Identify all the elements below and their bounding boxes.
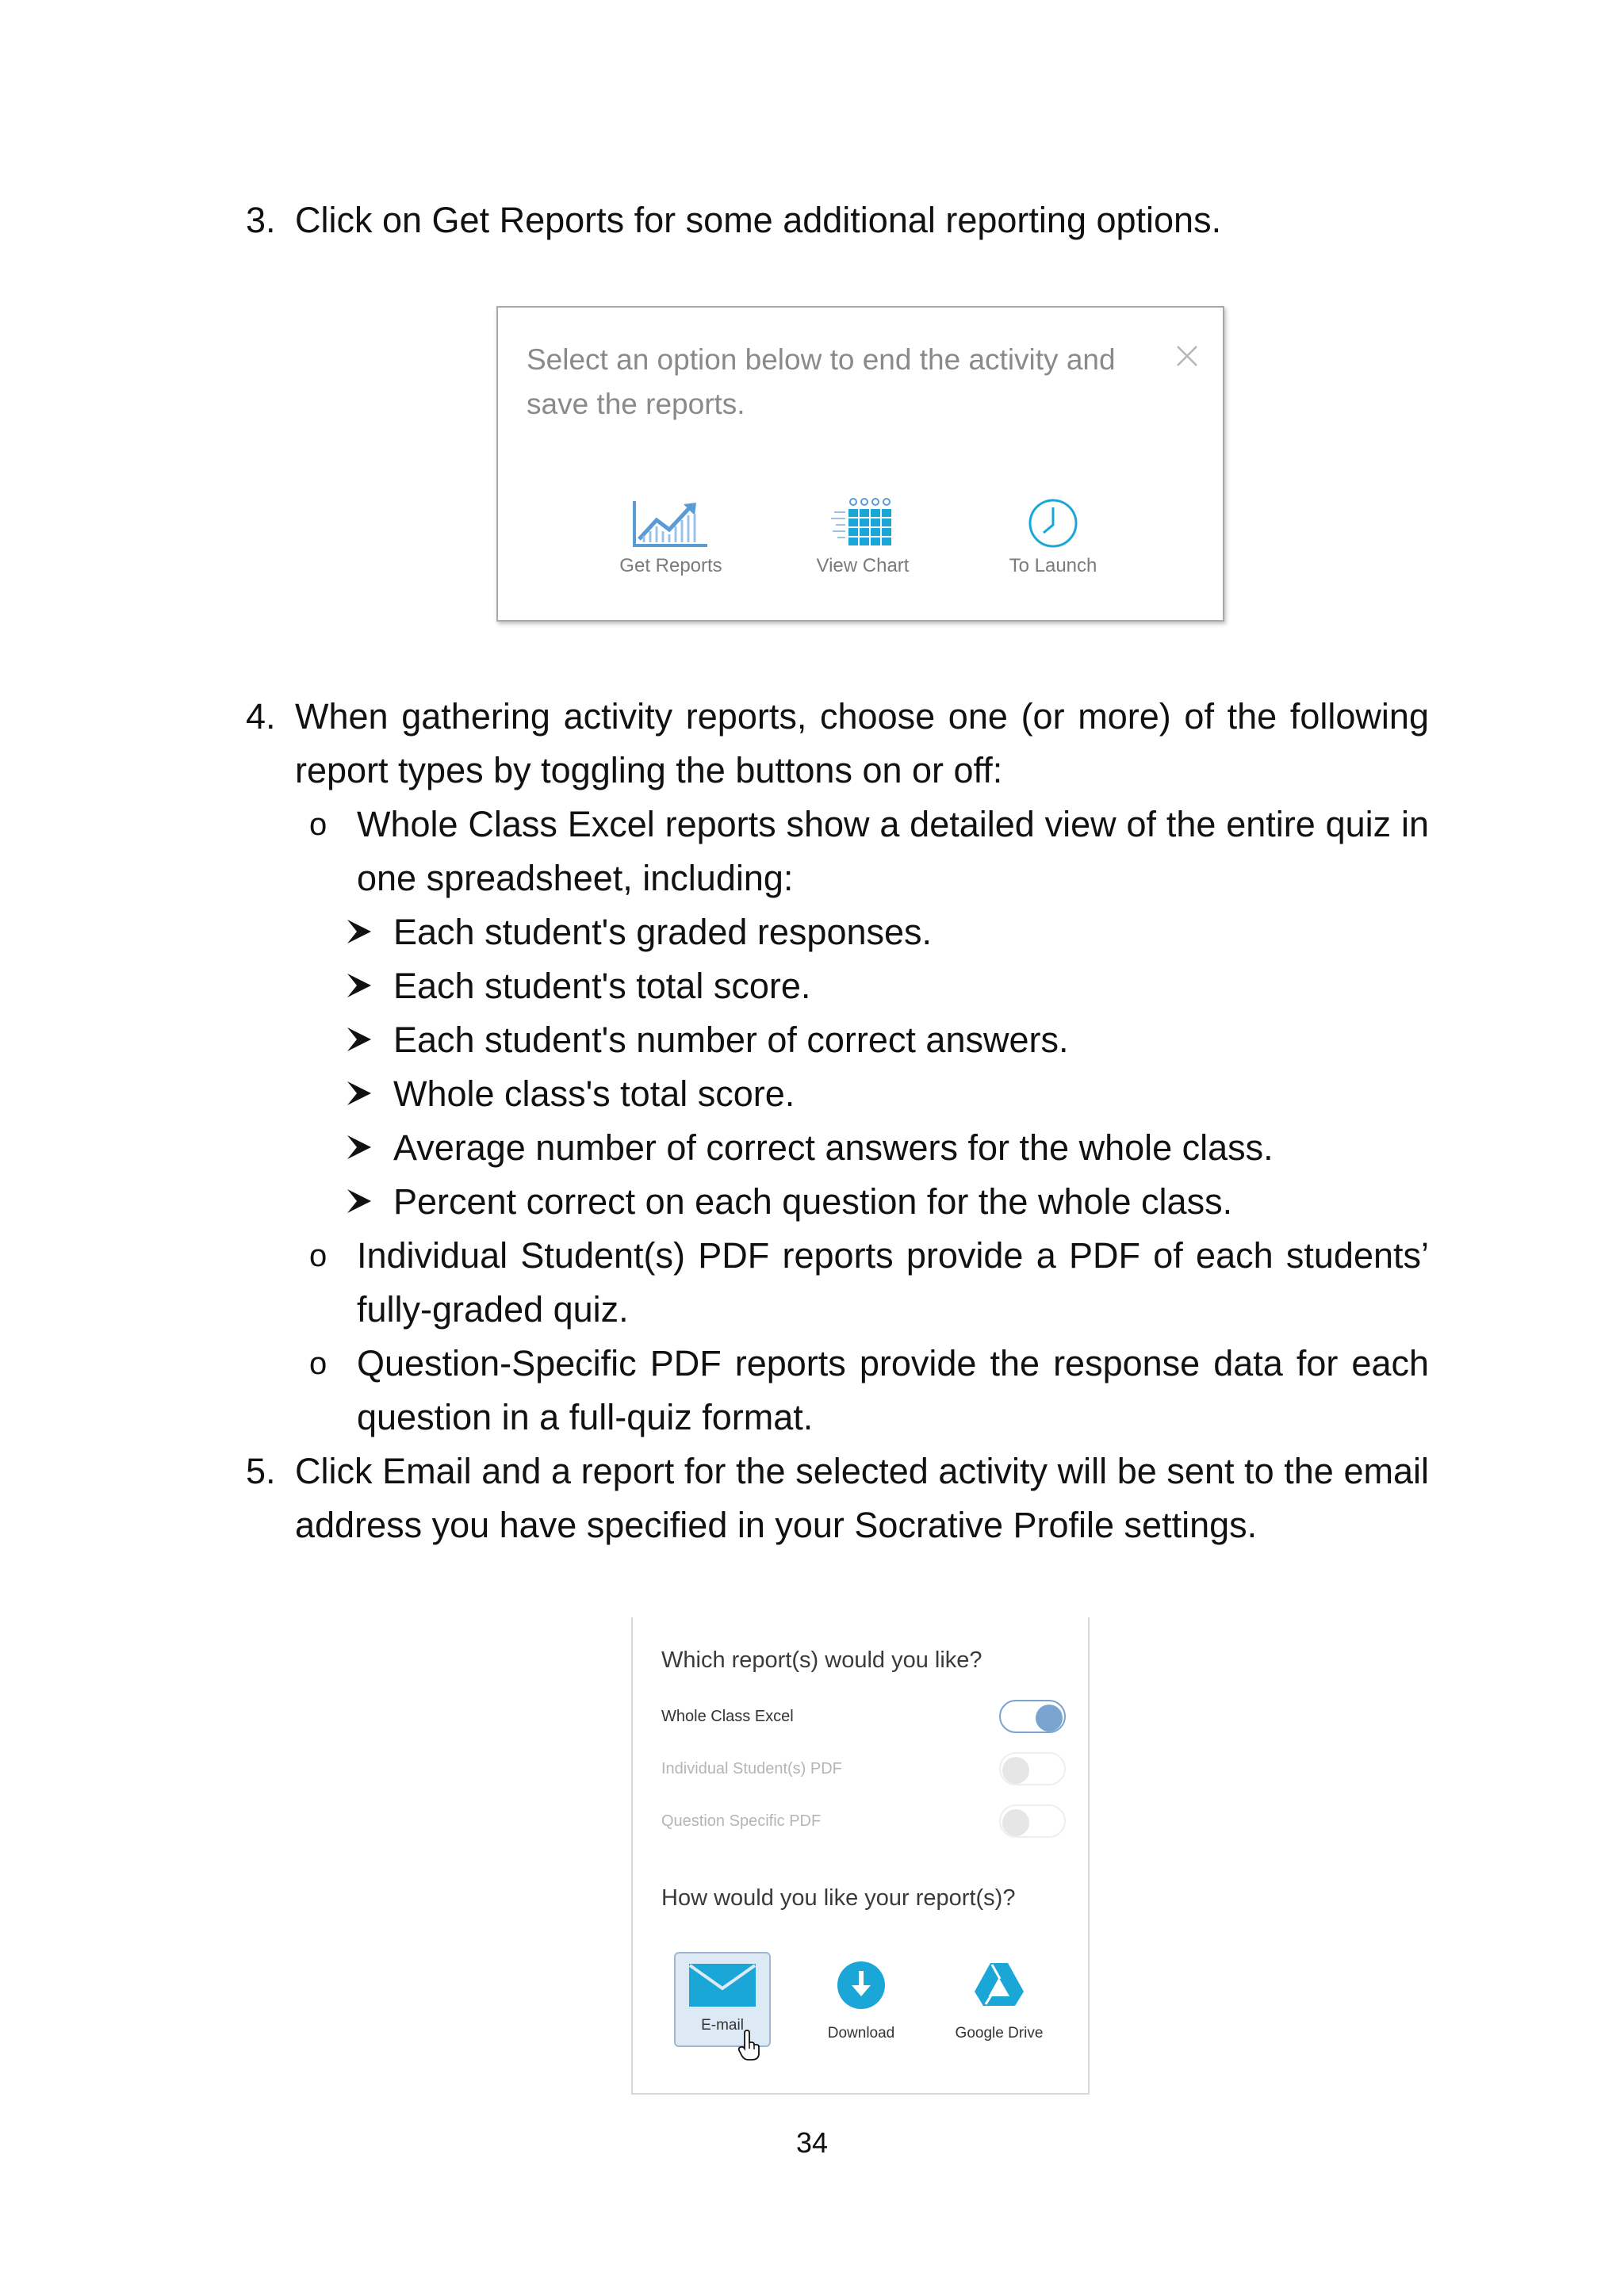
- step-4-text: When gathering activity reports, choose one (or more) of the following report types by toggling the buttons on or off:: [295, 696, 1429, 790]
- download-option[interactable]: [812, 1960, 910, 2042]
- bullet-individual-student-pdf: Individual Student(s) PDF reports provide a PDF of each students’ fully-graded quiz.: [357, 1235, 1429, 1330]
- sub-bullet-item: Each student's total score.: [393, 966, 811, 1006]
- bullet-whole-class-excel: Whole Class Excel reports show a detailed view of the entire quiz in one spreadsheet, including:: [357, 804, 1429, 898]
- download-label: Download: [827, 2025, 895, 2042]
- step-3-number: 3.: [246, 200, 276, 240]
- grid-chart-icon: [823, 498, 902, 549]
- close-icon[interactable]: [1175, 344, 1199, 368]
- arrow-bullet-icon: [346, 1188, 373, 1215]
- hand-cursor-icon: [737, 2030, 761, 2061]
- sub-bullet-item: Average number of correct answers for the whole class.: [393, 1127, 1274, 1168]
- bullet-marker: o: [309, 1238, 327, 1273]
- arrow-bullet-icon: [346, 972, 373, 999]
- download-icon: [836, 1960, 887, 2011]
- google-drive-label: Google Drive: [955, 2025, 1044, 2042]
- view-chart-option[interactable]: [791, 498, 934, 577]
- sub-bullet-item: Each student's number of correct answers.: [393, 1020, 1069, 1060]
- to-launch-label: To Launch: [1009, 555, 1097, 576]
- report-type-question: Which report(s) would you like?: [661, 1647, 982, 1673]
- dialog-message: Select an option below to end the activity and save the reports.: [527, 343, 1116, 420]
- arrow-bullet-icon: [346, 918, 373, 945]
- end-activity-dialog: [496, 306, 1224, 622]
- report-options-panel: [631, 1617, 1090, 2095]
- toggle-whole-class-excel[interactable]: [999, 1700, 1066, 1733]
- step-4-number: 4.: [246, 696, 276, 737]
- toggle-individual-student-pdf[interactable]: [999, 1752, 1066, 1785]
- step-3-text: Click on Get Reports for some additional reporting options.: [295, 200, 1222, 240]
- google-drive-option[interactable]: [942, 1960, 1056, 2042]
- sub-bullet-item: Percent correct on each question for the whole class.: [393, 1181, 1233, 1222]
- sub-bullet-item: Whole class's total score.: [393, 1073, 795, 1114]
- arrow-bullet-icon: [346, 1134, 373, 1161]
- delivery-method-question: How would you like your report(s)?: [661, 1885, 1016, 1911]
- toggle-question-specific-pdf[interactable]: [999, 1804, 1066, 1838]
- view-chart-label: View Chart: [816, 555, 910, 576]
- get-reports-label: Get Reports: [619, 555, 722, 576]
- bullet-marker: o: [309, 1346, 327, 1381]
- step-5-text: Click Email and a report for the selected activity will be sent to the email address you have specified in your Socrative Profile settings.: [295, 1451, 1429, 1545]
- bullet-marker: o: [309, 807, 327, 842]
- to-launch-option[interactable]: [982, 498, 1124, 577]
- report-question-specific-pdf: Question Specific PDF: [661, 1812, 822, 1830]
- envelope-icon: [688, 1963, 756, 2007]
- step-5-number: 5.: [246, 1451, 276, 1491]
- arrow-bullet-icon: [346, 1026, 373, 1053]
- get-reports-option[interactable]: [599, 498, 742, 577]
- bullet-question-specific-pdf: Question-Specific PDF reports provide the response data for each question in a full-quiz format.: [357, 1343, 1429, 1437]
- page-number: 34: [795, 2126, 829, 2159]
- clock-icon: [1013, 498, 1093, 549]
- sub-bullet-item: Each student's graded responses.: [393, 912, 933, 952]
- report-individual-student-pdf: Individual Student(s) PDF: [661, 1760, 842, 1777]
- arrow-bullet-icon: [346, 1080, 373, 1107]
- line-chart-icon: [631, 498, 710, 549]
- email-label: E-mail: [701, 2017, 744, 2034]
- email-button[interactable]: [674, 1952, 771, 2047]
- report-whole-class-excel: Whole Class Excel: [661, 1708, 794, 1725]
- google-drive-icon: [973, 1960, 1025, 2011]
